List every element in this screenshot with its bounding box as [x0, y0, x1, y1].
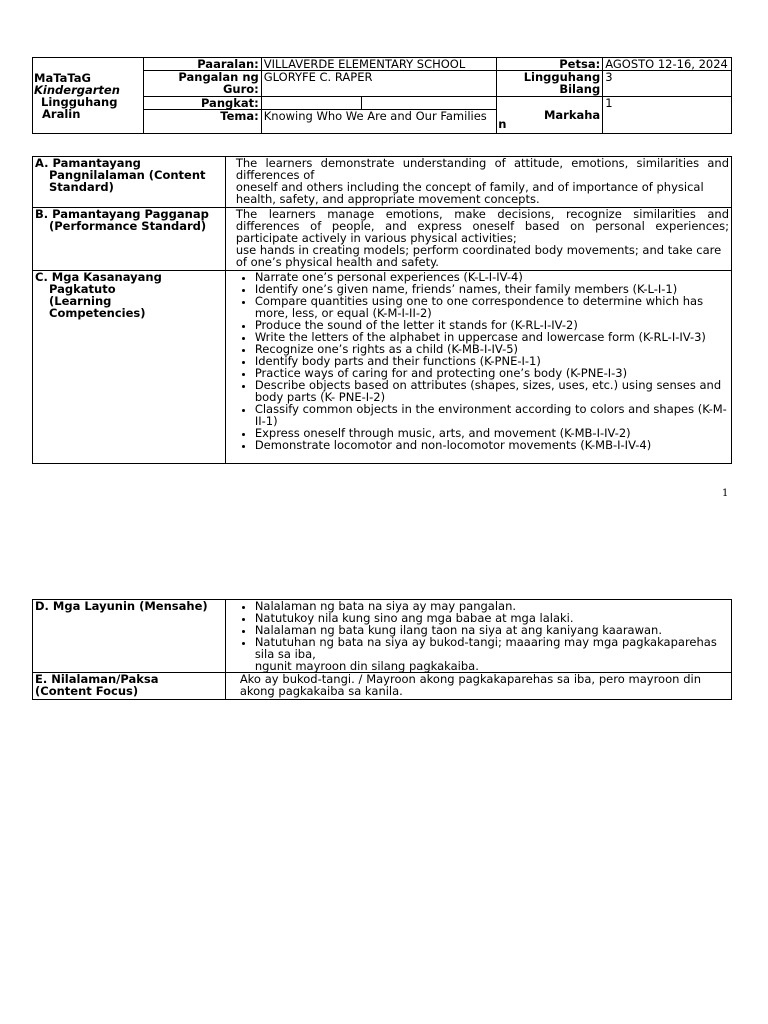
- section-d-content: [225, 600, 731, 673]
- competencies-list: [228, 271, 729, 451]
- objective-item: • Natutukoy nila kung sino ang mga babae at mga lalaki.: [255, 612, 729, 624]
- competency-item: • Classify common objects in the environment according to colors and shapes (K-M-II-1): [255, 403, 729, 427]
- section-d-title: D. Mga Layunin (Mensahe): [33, 600, 226, 673]
- pangkat-label: Pangkat:: [143, 97, 261, 110]
- objectives-list: [228, 600, 729, 660]
- guro-label-line2: Guro:: [222, 82, 259, 96]
- section-b-title: [33, 208, 226, 271]
- section-a-content: [225, 157, 731, 208]
- petsa-value: AGOSTO 12-16, 2024: [603, 58, 732, 71]
- competency-item: • Identify one’s given name, friends’ names, their family members (K-L-I-1): [255, 283, 729, 295]
- petsa-label: Petsa:: [497, 58, 603, 71]
- section-a-text2: oneself and others including the concept of family, and of importance of physical health, safety, and appropriate movement concepts.: [235, 180, 704, 206]
- section-b-content: [225, 208, 731, 271]
- competency-item: • Describe objects based on attributes (shapes, sizes, uses, etc.) using senses and body parts (K- PNE-I-2): [255, 379, 729, 403]
- section-e-title-line2: (Content Focus): [35, 684, 139, 698]
- section-c-title-line1: C. Mga Kasanayang: [35, 270, 162, 284]
- section-c-title-line4: Competencies): [49, 306, 146, 320]
- markahan-label-n: n: [498, 117, 507, 131]
- markahan-label: [497, 97, 603, 134]
- section-c-title-line3: (Learning: [49, 294, 112, 308]
- content-table-2: [32, 599, 732, 700]
- competency-item: • Produce the sound of the letter it stands for (K-RL-I-IV-2): [255, 319, 729, 331]
- section-e-title-line1: E. Nilalaman/Paksa: [35, 672, 159, 686]
- pangkat-empty: [361, 97, 497, 110]
- section-b-text1: The learners manage emotions, make decisions, recognize similarities and differences of people, and express oneself based on personal experiences; participate actively in various physical activities;: [235, 207, 729, 245]
- section-e-content: Ako ay bukod-tangi. / Mayroon akong pagkakaparehas sa iba, pero mayroon din akong pagkakaiba sa kanila.: [225, 673, 731, 700]
- section-a-text1: The learners demonstrate understanding of attitude, emotions, similarities and differences of: [235, 156, 729, 182]
- section-c-title: [33, 271, 226, 464]
- section-a-title-line3: Standard): [49, 180, 114, 194]
- competency-item: • Narrate one’s personal experiences (K-L-I-IV-4): [255, 271, 729, 283]
- kindergarten-label: Kindergarten: [34, 82, 120, 97]
- page-number: 1: [722, 488, 729, 499]
- bilang-value: 3: [603, 71, 732, 97]
- objective-item: • Natutuhan ng bata na siya ay bukod-tangi; maaaring may mga pagkakaparehas sila sa iba,: [255, 636, 729, 660]
- bilang-label-line1: Lingguhang: [523, 70, 601, 84]
- objective-item: • Nalalaman ng bata kung ilang taon na siya at ang kaniyang kaarawan.: [255, 624, 729, 636]
- section-b-text2: use hands in creating models; perform coordinated body movements; and take care of one’s physical health and safety.: [235, 243, 722, 269]
- section-e-title: [33, 673, 226, 700]
- competency-item: • Express oneself through music, arts, and movement (K-MB-I-IV-2): [255, 427, 729, 439]
- paaralan-value: VILLAVERDE ELEMENTARY SCHOOL: [261, 58, 497, 71]
- section-b-title-line1: B. Pamantayang Pagganap: [35, 207, 209, 221]
- competency-item: • Compare quantities using one to one correspondence to determine which has more, less, or equal (K-M-I-II-2): [255, 295, 729, 319]
- markahan-label-main: Markaha: [543, 108, 601, 122]
- objective-item: • Nalalaman ng bata na siya ay may pangalan.: [255, 600, 729, 612]
- section-c-content: [225, 271, 731, 464]
- paaralan-label: Paaralan:: [143, 58, 261, 71]
- pangkat-value: [261, 97, 361, 110]
- section-a-title: [33, 157, 226, 208]
- competency-item: • Recognize one’s rights as a child (K-MB-I-IV-5): [255, 343, 729, 355]
- competency-item: • Demonstrate locomotor and non-locomotor movements (K-MB-I-IV-4): [255, 439, 729, 451]
- bilang-label-line2: Bilang: [559, 82, 601, 96]
- competency-item: • Practice ways of caring for and protecting one’s body (K-PNE-I-3): [255, 367, 729, 379]
- section-b-title-line2: (Performance Standard): [49, 219, 207, 233]
- tema-value: Knowing Who We Are and Our Families: [261, 110, 497, 134]
- content-table-1: [32, 156, 732, 464]
- objective-continuation: ngunit mayroon din silang pagkakaiba.: [254, 659, 479, 673]
- header-table: [32, 57, 732, 134]
- tema-label: Tema:: [143, 110, 261, 134]
- guro-label: [143, 71, 261, 97]
- section-c-title-line2: Pagkatuto: [49, 282, 116, 296]
- matatag-label: MaTaTaG: [34, 70, 91, 85]
- bilang-label: [497, 71, 603, 97]
- guro-label-line1: Pangalan ng: [178, 70, 259, 84]
- guro-value: GLORYFE C. RAPER: [261, 71, 497, 97]
- competency-item: • Write the letters of the alphabet in uppercase and lowercase form (K-RL-I-IV-3): [255, 331, 729, 343]
- matatag-title: [33, 58, 144, 134]
- section-a-title-line2: Pangnilalaman (Content: [49, 168, 206, 182]
- aralin-label: Aralin: [42, 106, 81, 121]
- markahan-value: 1: [603, 97, 732, 134]
- lingguhang-label: Lingguhang: [41, 94, 118, 109]
- section-a-title-line1: A. Pamantayang: [35, 156, 141, 170]
- competency-item: • Identify body parts and their functions (K-PNE-I-1): [255, 355, 729, 367]
